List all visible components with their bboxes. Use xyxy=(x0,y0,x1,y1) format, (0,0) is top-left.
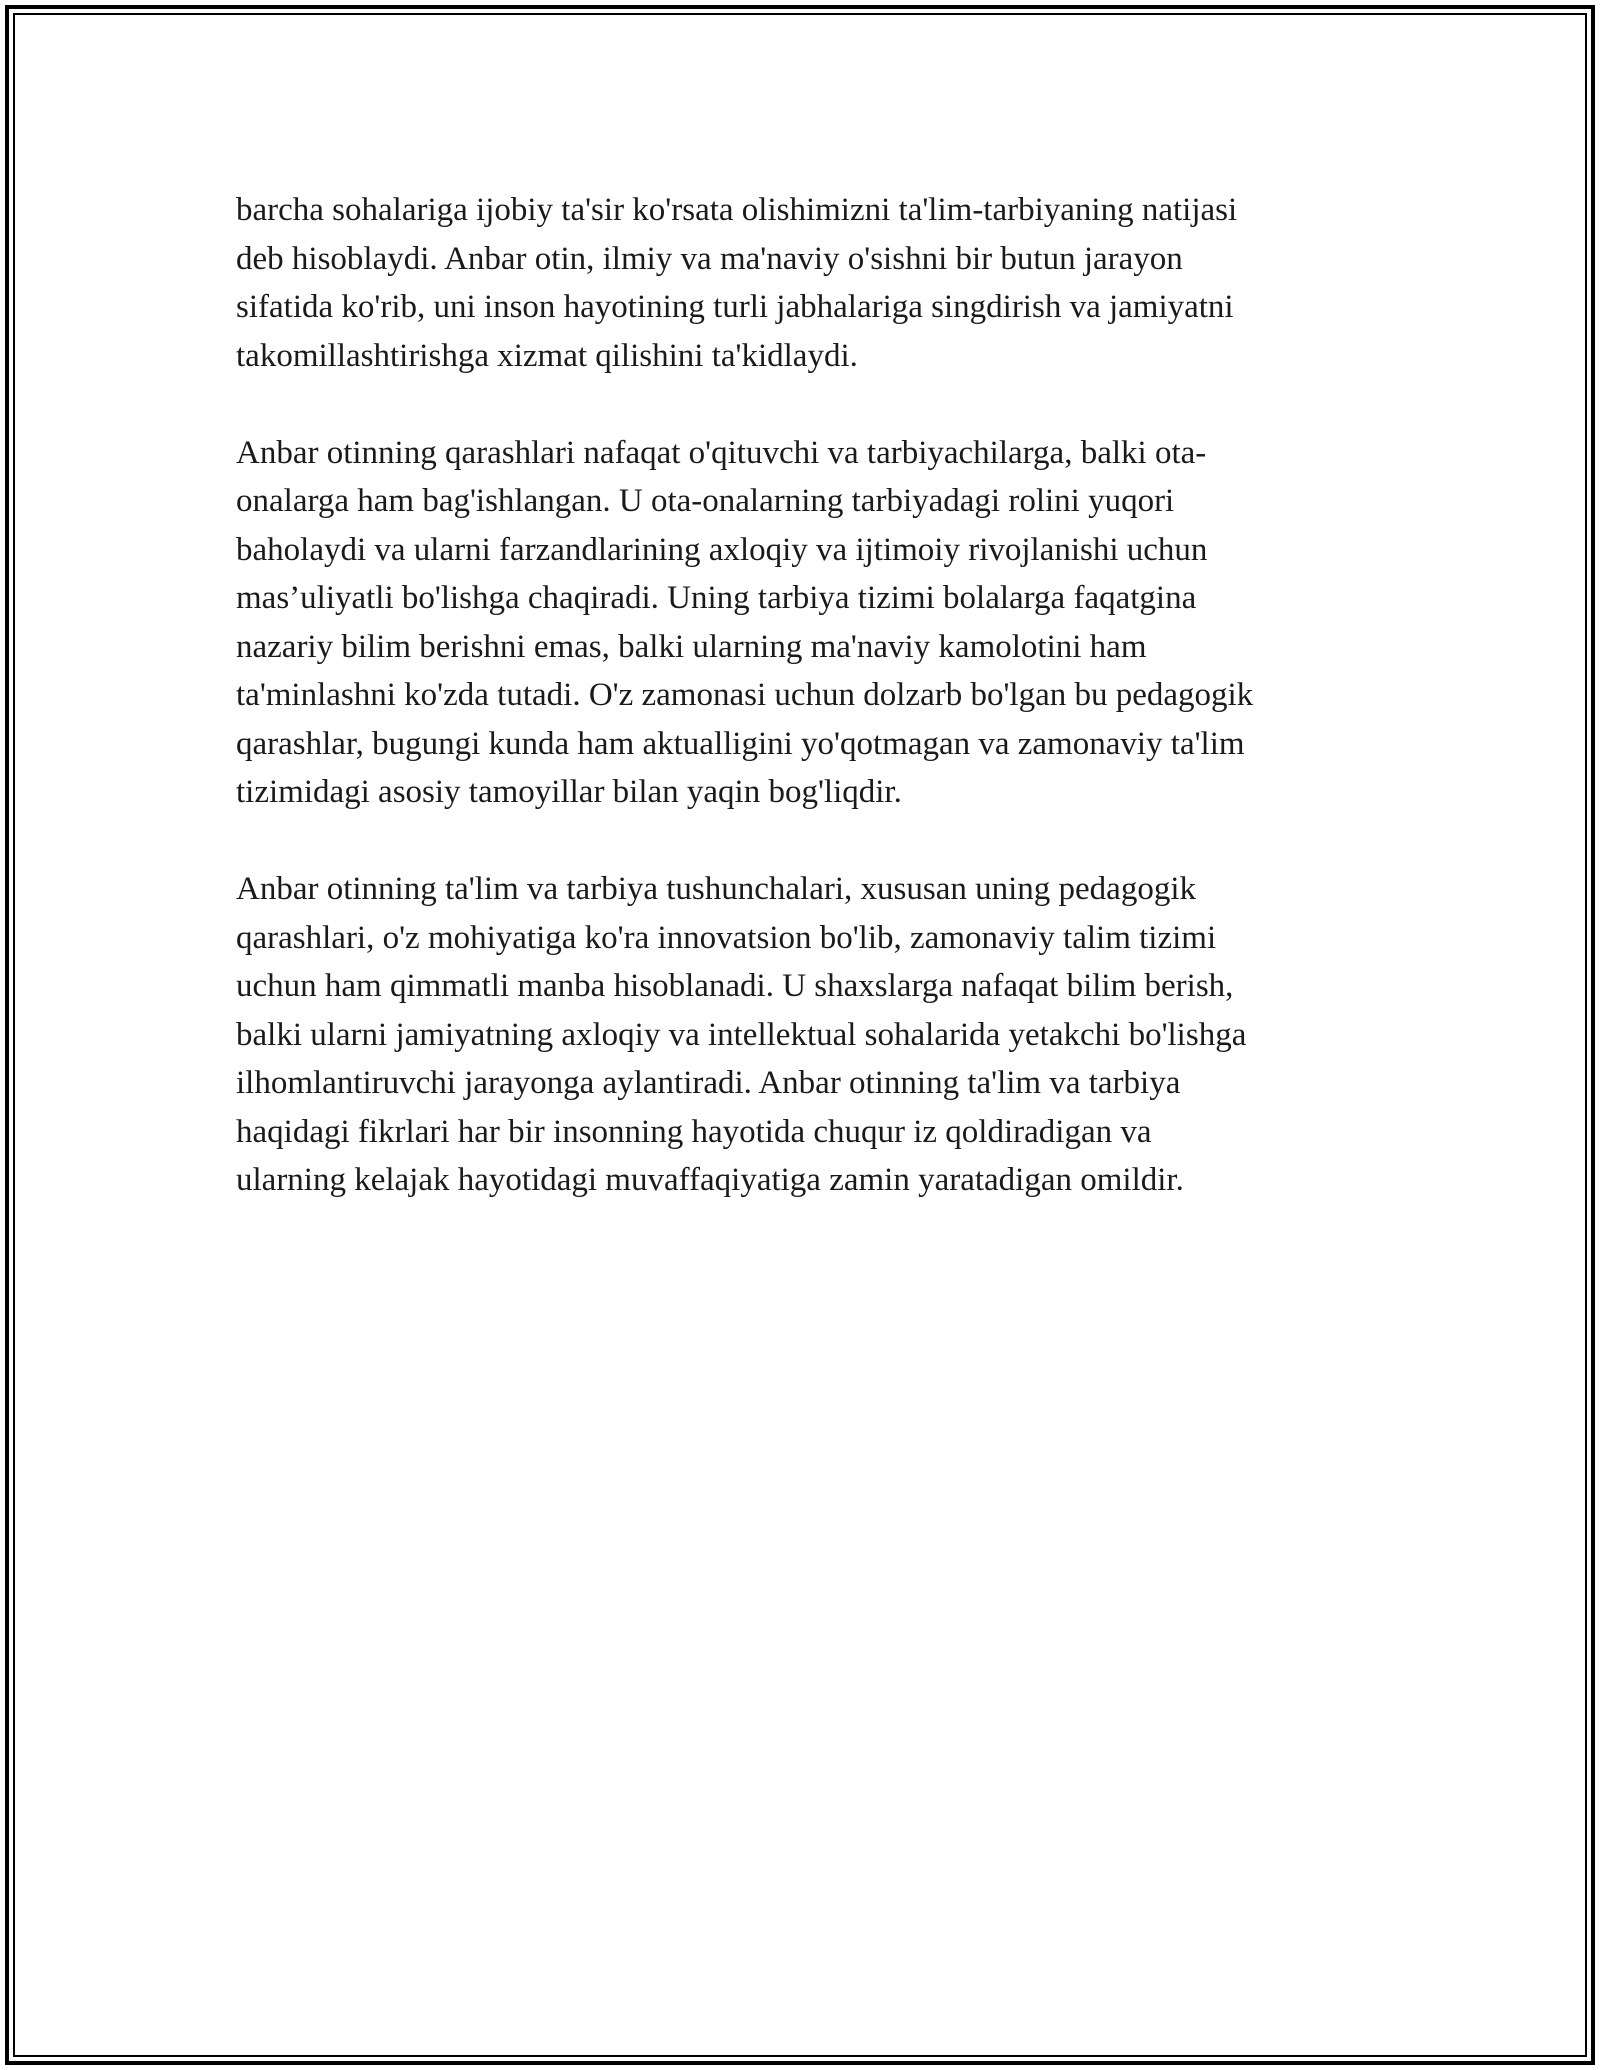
text-line: takomillashtirishga xizmat qilishini ta'kidlaydi. xyxy=(236,337,858,374)
text-line: sifatida ko'rib, uni inson hayotining turli jabhalariga singdirish va jamiyatni xyxy=(236,289,1234,325)
text-line: uchun ham qimmatli manba hisoblanadi. U shaxslarga nafaqat bilim berish, xyxy=(236,968,1234,1004)
text-line: Anbar otinning qarashlari nafaqat o'qituvchi va tarbiyachilarga, balki ota- xyxy=(236,434,1207,471)
text-line: deb hisoblaydi. Anbar otin, ilmiy va ma'naviy o'sishni bir butun jarayon xyxy=(236,240,1183,277)
text-line: tizimidagi asosiy tamoyillar bilan yaqin bog'liqdir. xyxy=(236,774,902,810)
text-line: mas’uliyatli bo'lishga chaqiradi. Uning tarbiya tizimi bolalarga faqatgina xyxy=(236,580,1197,616)
paragraph-2 xyxy=(236,429,1376,817)
text-line: haqidagi fikrlari har bir insonning hayotida chuqur iz qoldiradigan va xyxy=(236,1113,1152,1150)
text-line: barcha sohalariga ijobiy ta'sir ko'rsata olishimizni ta'lim-tarbiyaning natijasi xyxy=(236,192,1238,228)
text-line: ta'minlashni ko'zda tutadi. O'z zamonasi uchun dolzarb bo'lgan bu pedagogik xyxy=(236,677,1254,713)
text-line: ilhomlantiruvchi jarayonga aylantiradi. Anbar otinning ta'lim va tarbiya xyxy=(236,1065,1181,1101)
text-line: qarashlari, o'z mohiyatiga ko'ra innovatsion bo'lib, zamonaviy talim tizimi xyxy=(236,919,1217,956)
paragraph-3 xyxy=(236,865,1376,1205)
paragraph-1 xyxy=(236,186,1376,380)
document-body xyxy=(236,186,1376,1253)
text-line: qarashlar, bugungi kunda ham aktualligini yo'qotmagan va zamonaviy ta'lim xyxy=(236,725,1245,762)
text-line: ularning kelajak hayotidagi muvaffaqiyatiga zamin yaratadigan omildir. xyxy=(236,1162,1184,1198)
text-line: baholaydi va ularni farzandlarining axloqiy va ijtimoiy rivojlanishi uchun xyxy=(236,531,1208,568)
text-line: Anbar otinning ta'lim va tarbiya tushunchalari, xususan uning pedagogik xyxy=(236,871,1196,907)
text-line: onalarga ham bag'ishlangan. U ota-onalarning tarbiyadagi rolini yuqori xyxy=(236,483,1175,519)
text-line: nazariy bilim berishni emas, balki ularning ma'naviy kamolotini ham xyxy=(236,628,1147,665)
text-line: balki ularni jamiyatning axloqiy va intellektual sohalarida yetakchi bo'lishga xyxy=(236,1016,1247,1053)
